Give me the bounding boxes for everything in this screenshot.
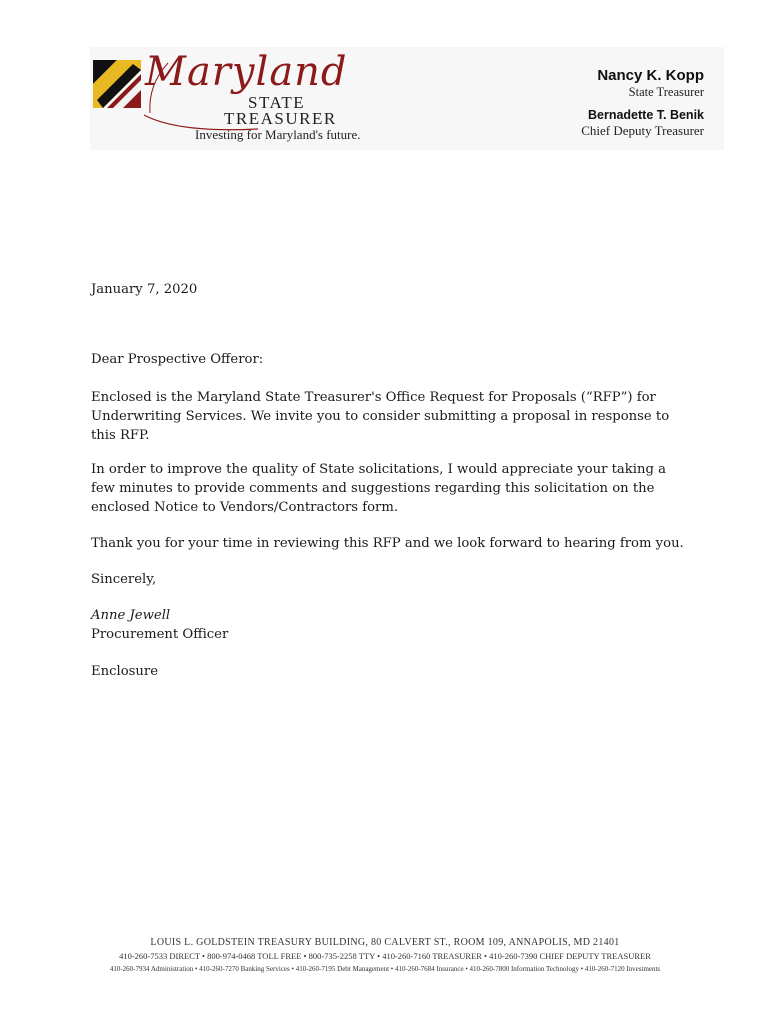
paragraph-3: Thank you for your time in reviewing this RFP and we look forward to hearing from you. xyxy=(91,536,684,551)
logo-state: STATE xyxy=(248,93,306,112)
logo-tagline: Investing for Maryland's future. xyxy=(195,127,361,142)
footer-phones: 410-260-7533 DIRECT • 800-974-0468 TOLL FREE • 800-735-2258 TTY • 410-260-7160 TREASURER • 410-260-7390 CHIEF DEPUTY TREASURER xyxy=(119,951,651,961)
deputy-name: Bernadette T. Benik xyxy=(587,108,704,122)
logo-treasurer: TREASURER xyxy=(224,109,337,128)
letterhead xyxy=(90,47,724,150)
footer-departments: 410-260-7934 Administration • 410-260-7270 Banking Services • 410-260-7195 Debt Management • 410-260-7684 Insurance • 410-260-7800 Information Technology • 410-260-7120 Investments xyxy=(109,965,661,973)
officials-block xyxy=(581,67,704,139)
footer-address: LOUIS L. GOLDSTEIN TREASURY BUILDING, 80 CALVERT ST., ROOM 109, ANNAPOLIS, MD 21401 xyxy=(150,937,620,948)
treasurer-title: State Treasurer xyxy=(628,85,704,99)
signer-title: Procurement Officer xyxy=(91,627,229,642)
paragraph-2: In order to improve the quality of State solicitations, I would appreciate your taking a few minutes to provide comments and suggestions regarding this solicitation on the enclosed Notice to Vendors/Contractors form. xyxy=(91,462,666,515)
enclosure-note: Enclosure xyxy=(91,664,159,679)
salutation: Dear Prospective Offeror: xyxy=(91,352,264,367)
signature: Anne Jewell xyxy=(91,608,171,623)
deputy-title: Chief Deputy Treasurer xyxy=(581,123,704,138)
logo-script-maryland: Maryland xyxy=(145,49,348,95)
treasurer-name: Nancy K. Kopp xyxy=(597,67,704,84)
letter-date: January 7, 2020 xyxy=(91,282,198,297)
closing: Sincerely, xyxy=(91,572,157,587)
paragraph-1: Enclosed is the Maryland State Treasurer's Office Request for Proposals (“RFP”) for Underwriting Services. We invite you to consider submitting a proposal in response to this RFP. xyxy=(91,390,670,443)
maryland-flag-logo xyxy=(93,60,141,108)
